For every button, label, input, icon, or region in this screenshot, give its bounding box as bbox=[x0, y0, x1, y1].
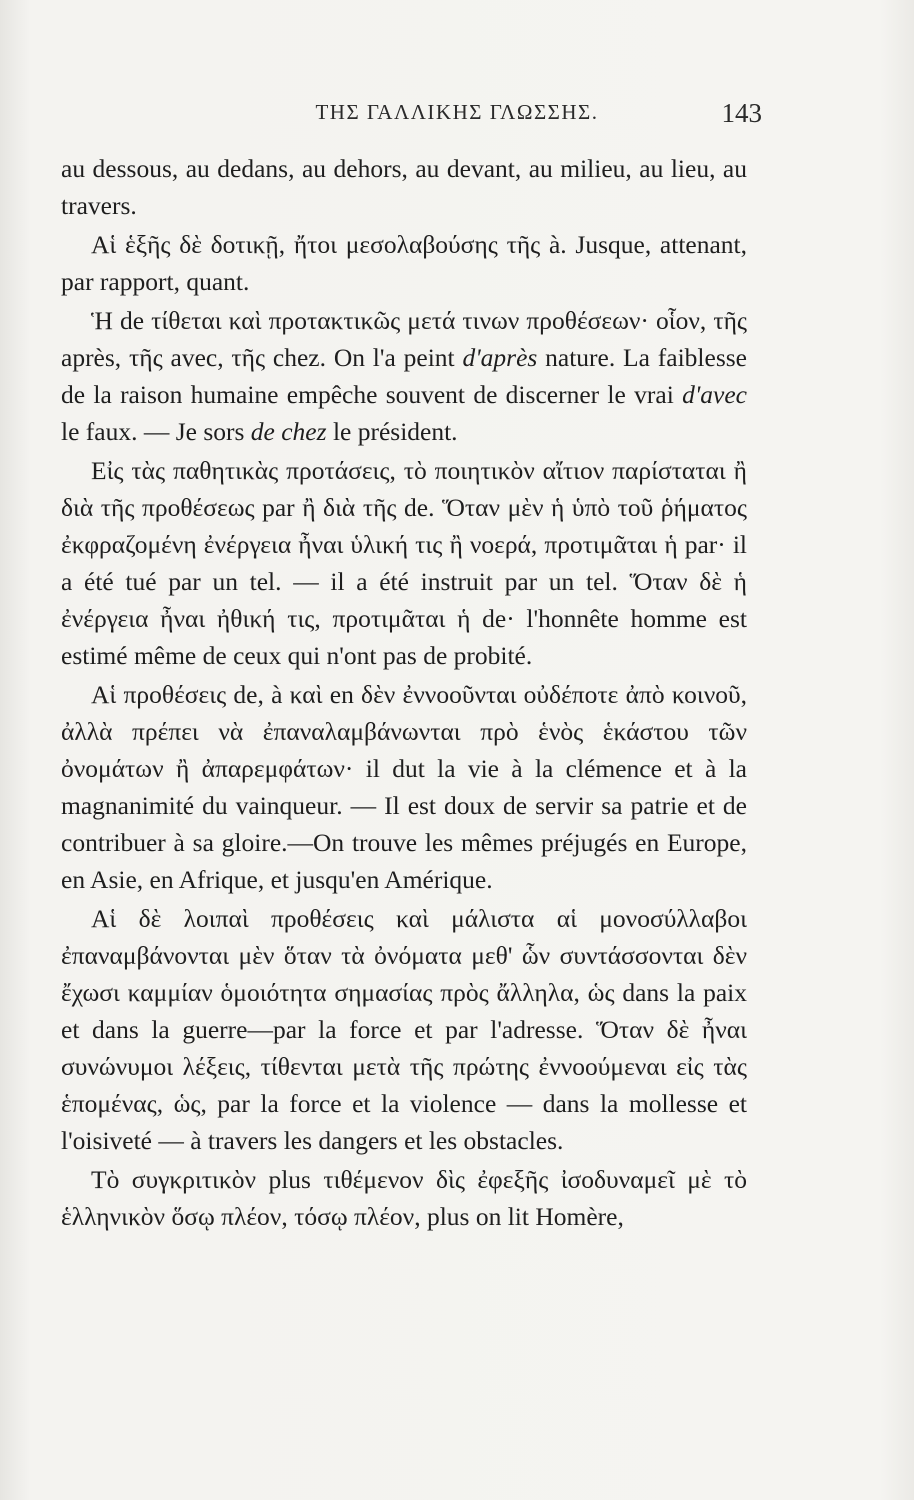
page-number: 143 bbox=[721, 98, 762, 128]
paragraph-3-italic-davec: d'avec bbox=[682, 380, 747, 409]
paragraph-7 bbox=[61, 1161, 747, 1235]
paragraph-7-text: Τὸ συγκριτικὸν plus τιθέμενον δὶς ἐφεξῆς ἰσοδυναμεῖ μὲ τὸ ἑλληνικὸν ὅσῳ πλέον, τόσῳ πλέον, plus on lit Homère, bbox=[61, 1165, 747, 1231]
paragraph-1-text: au dessous, au dedans, au dehors, au devant, au milieu, au lieu, au travers. bbox=[61, 154, 747, 220]
paragraph-2-text: Αἱ ἑξῆς δὲ δοτικῇ, ἤτοι μεσολαβούσης τῆς à. Jusque, attenant, par rapport, quant. bbox=[61, 230, 747, 296]
paragraph-5 bbox=[61, 676, 747, 898]
body-text bbox=[61, 150, 747, 1235]
paragraph-3-italic-dapres: d'après bbox=[462, 343, 538, 372]
running-title: ΤΗΣ ΓΑΛΛΙΚΗΣ ΓΛΩΣΣΗΣ. bbox=[315, 100, 599, 124]
paragraph-3-text-a: Ἡ de τίθεται καὶ προτακτικῶς μετά τινων προθέσεων· οἷον, τῆς après, τῆς avec, τῆς chez. On l'a peint bbox=[61, 306, 747, 372]
page-header bbox=[0, 98, 914, 134]
paragraph-6 bbox=[61, 900, 747, 1159]
paragraph-1 bbox=[61, 150, 747, 224]
paragraph-4 bbox=[61, 452, 747, 674]
paragraph-3-italic-dechez: de chez bbox=[250, 417, 327, 446]
paragraph-4-text: Εἰς τὰς παθητικὰς προτάσεις, τὸ ποιητικὸν αἴτιον παρίσταται ἢ διὰ τῆς προθέσεως par ἢ διὰ τῆς de. Ὅταν μὲν ἡ ὑπὸ τοῦ ῥήματος ἐκφραζομένη ἐνέργεια ἦναι ὑλική τις ἢ νοερά, προτιμᾶται ἡ par· il a été tué par un tel. — il a été instruit par un tel. Ὅταν δὲ ἡ ἐνέργεια ἦναι ἠθική τις, προτιμᾶται ἡ de· l'honnête homme est estimé même de ceux qui n'ont pas de probité. bbox=[61, 456, 747, 670]
paragraph-3-text-c: le faux. — Je sors bbox=[61, 417, 251, 446]
paragraph-3-text-b: nature. La faiblesse de la raison humaine empêche souvent de discerner le vrai bbox=[61, 343, 747, 409]
paragraph-3 bbox=[61, 302, 747, 450]
paragraph-5-text: Αἱ προθέσεις de, à καὶ en δὲν ἐννοοῦνται οὐδέποτε ἀπὸ κοινοῦ, ἀλλὰ πρέπει νὰ ἐπαναλαμβάνωνται πρὸ ἑνὸς ἑκάστου τῶν ὀνομάτων ἢ ἀπαρεμφάτων· il dut la vie à la clémence et à la magnanimité du vainqueur. — Il est doux de servir sa patrie et de contribuer à sa gloire.—On trouve les mêmes préjugés en Europe, en Asie, en Afrique, et jusqu'en Amérique. bbox=[61, 680, 747, 894]
paragraph-6-text: Αἱ δὲ λοιπαὶ προθέσεις καὶ μάλιστα αἱ μονοσύλλαβοι ἐπαναμβάνονται μὲν ὅταν τὰ ὀνόματα μεθ' ὧν συντάσσονται δὲν ἔχωσι καμμίαν ὁμοιότητα σημασίας πρὸς ἄλληλα, ὡς dans la paix et dans la guerre—par la force et par l'adresse. Ὅταν δὲ ἦναι συνώνυμοι λέξεις, τίθενται μετὰ τῆς πρώτης ἐννοούμεναι εἰς τὰς ἑπομένας, ὡς, par la force et la violence — dans la mollesse et l'oisiveté — à travers les dangers et les obstacles. bbox=[61, 904, 747, 1155]
paragraph-3-text-d: le président. bbox=[326, 417, 458, 446]
paragraph-2 bbox=[61, 226, 747, 300]
